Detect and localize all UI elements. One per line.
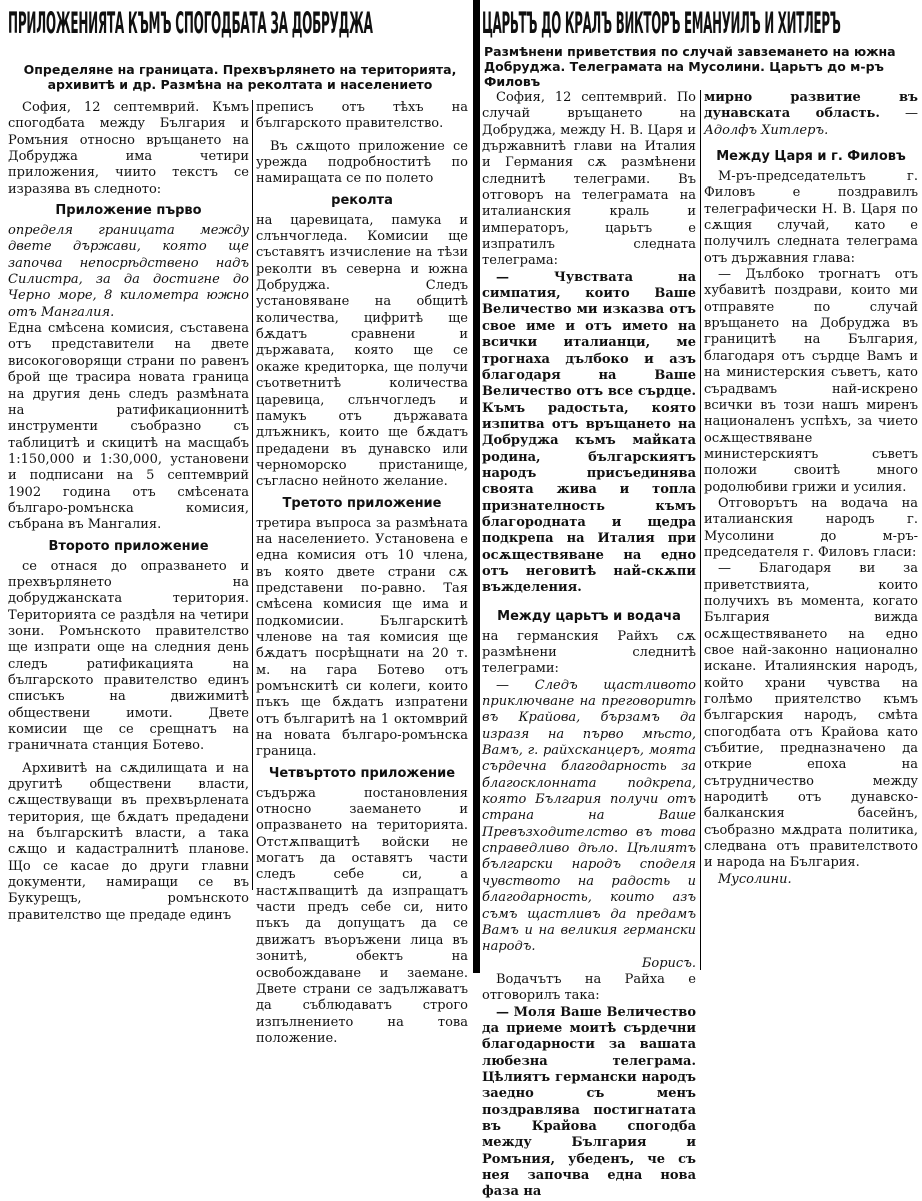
- left-subheadline: Определяне на границата. Прехвърлянето на територията, архивитѣ и др. Размѣна на реколтата и населението: [23, 62, 457, 92]
- left-column-1: [8, 100, 250, 923]
- heading-king-and-filov: Между Царя и г. Филовъ: [716, 149, 906, 165]
- first-annex-text: Една смѣсена комисия, съставена отъ представители на двете високоговорящи страни по равенъ брой ще трасира новата граница на другия день следъ размѣната на ратификационнитѣ инструменти съобразно съ таблицитѣ и скицитѣ на масщабъ 1:150,000 и 1:30,000, установени и подписани на 5 септемврий 1902 година отъ смѣсената българо-ромънска комисия, събрана въ Мангалия.: [8, 321, 249, 533]
- signature-boris: Борисъ.: [641, 955, 696, 971]
- king-telegram-to-italy: — Чувствата на симпатия, които Ваше Величество ми изказва отъ свое име и отъ името на всички италианци, ме трогнаха дълбоко и азъ благодаря на Ваше Величество отъ все сърдце. Къмъ радостьта, която изпитва отъ връщането на Добруджа къмъ майката родина, българскиятъ народъ присъединява своята жива и топла признателность къмъ благородната и щедра подкрепа на Италия при осѫществяване на едно отъ неговитѣ най-скѫпи въжделения.: [482, 269, 696, 596]
- mussolini-intro: Отговорътъ на водача на италианския народъ г. Мусолини до м-ръ-председателя г. Филовъ гласи:: [704, 495, 918, 560]
- right-column-4: [704, 90, 918, 973]
- clipping-separator: [473, 0, 480, 973]
- leader-message-end: [704, 90, 918, 139]
- leader-message-to-king: — Моля Ваше Величество да приеме моитѣ сърдечни благодарности за вашата любезна телеграма. Цѣлиятъ германски народъ заедно съ менъ поздравлява постигнатата въ Крайова спогодба между България и Ромъния, убеденъ, че съ нея започва една нова фаза на: [482, 1004, 696, 1200]
- leader-reply-intro: Водачътъ на Райха е отговорилъ така:: [482, 971, 696, 1004]
- mussolini-message: — Благодаря ви за приветствията, които получихъ въ момента, когато България вижда осѫществяването на едно свое най-законно национално искане. Италиянския народъ, който храни чувства на голѣмо приятелство къмъ българския народъ, смѣта спогодбата отъ Крайова като събитие, предназначено да открие епоха на сътрудничество между народитѣ отъ дунавско-балканския басейнъ, съобразно мѫдрата политика, следвана отъ правителството и народа на България.: [704, 561, 918, 871]
- heading-king-and-leader: Между царьтъ и водача: [497, 608, 681, 624]
- left-intro-paragraph: София, 12 септемврий. Къмъ спогодбата между България и Ромъния относно връщането на Добруджа има четири приложения, чиито текстъ се изразява въ следното:: [8, 100, 249, 197]
- left-article: [0, 0, 473, 1046]
- filov-intro: М-ръ-председательтъ г. Филовъ е поздравилъ телеграфически Н. В. Царя по сѫщия случай, като е получилъ следната телеграма отъ държавния глава:: [704, 169, 918, 266]
- right-column-3: [482, 90, 696, 1200]
- king-leader-intro: на германския Райхъ сѫ размѣнени следнитѣ телеграми:: [482, 628, 696, 677]
- signature-hitler: — Адолфъ Хитлеръ.: [704, 106, 918, 138]
- right-column-divider: [700, 90, 701, 970]
- first-annex-italic: определя границата между двете държави, която ще започва непосрѣдствено надъ Силистра, за да достигне до Черно море, 8 километра южно отъ Мангалия.: [8, 223, 249, 320]
- right-intro-paragraph: София, 12 септемврий. По случай връщането на Добруджа, между Н. В. Царя и държавнитѣ глави на Италия и Германия сѫ размѣнени следнитѣ телеграми. Въ отговоръ на телеграмата на италианския краль и императоръ, царьтъ е изпратилъ следната телеграма:: [482, 90, 696, 269]
- right-subheadline: Размѣнени приветствия по случай завземането на южна Добруджа. Телеграмата на Мусолини. Царьтъ до м-ръ Филовъ: [484, 44, 896, 89]
- heading-third-annex: Третото приложение: [282, 495, 442, 511]
- heading-fourth-annex: Четвъртото приложение: [268, 765, 456, 781]
- heading-first-annex: Приложение първо: [55, 203, 202, 219]
- king-message-to-leader: — Следъ щастливото приключване на преговоритѣ въ Крайова, бързамъ да изразя на първо мѣсто, Вамъ, г. райхсканцеръ, моята сърдечна благодарность за благосклонната подкрепа, която България получи отъ страна на Ваше Превъзходителство въ това справедливо дѣло. Цѣлиятъ български народъ споделя чувството на радость и благодарность, които азъ съмъ щастливъ да предамъ Вамъ и на великия германски народъ.: [482, 677, 696, 955]
- harvest-text: на царевицата, памука и слънчогледа. Комисии ще съставятъ изчисление на тѣзи реколти въ северна и южна Добруджа. Следъ установяване на общитѣ количества, цифритѣ ще бѫдатъ сравнени и държавата, която ще се окаже кредиторка, ще получи съответнитѣ количества царевица, слънчогледъ и памукъ отъ държавата длъжникъ, които ще бѫдатъ предадени въ дунавско или черноморско пристанище, съгласно нейното желание.: [256, 212, 468, 490]
- heading-harvest: реколта: [331, 192, 393, 208]
- second-annex-text: се отнася до опразването и прехвърлянето на добруджанската територия. Територията се раздѣля на четири зони. Ромънското правителство ще изпрати още на следния день следъ ратификацията на българското правителство единъ списъкъ на движимитѣ обществени имоти. Двете комисии ще се срещнатъ на граничната станция Ботево.: [8, 558, 250, 754]
- signature-mussolini: Мусолини.: [718, 871, 792, 887]
- left-column-divider: [252, 100, 253, 890]
- king-message-to-filov: — Дълбоко трогнатъ отъ хубавитѣ поздрави, които ми отправяте по случай връщането на Добруджа въ границитѣ на България, благодаря отъ сърдце Вамъ и на министерския съветъ, като сърадвамъ най-искрено всички въ този нашъ миренъ националенъ успѣхъ, за чието осѫществяване министерскиятъ съветъ положи своитѣ много родолюбиви грижи и усилия.: [704, 267, 918, 495]
- fourth-annex-text: съдържа постановления относно заемането и опразването на територията. Отстѫпващитѣ войски не могатъ да оставятъ части следъ себе си, а настѫпващитѣ да изпращатъ части предъ себе си, нито пъкъ да допущатъ да се движатъ въоръжени лица въ зонитѣ, обектъ на освобождаване и заемане. Двете страни се задължаватъ да съблюдаватъ строго изпълнението на това положение.: [256, 785, 468, 1046]
- left-column-2: [256, 100, 468, 1046]
- right-article: [480, 0, 922, 1200]
- third-annex-text: третира въпроса за размѣната на населението. Установена е една комисия отъ 10 члена, въ която двете страни сѫ представени по-равно. Тая смѣсена комисия ще има и подкомисии. Българскитѣ членове на тая комисия ще бѫдатъ посрѣщнати на 20 т. м. на гара Ботево отъ ромънскитѣ си колеги, които пъкъ ще бѫдатъ изпратени отъ българитѣ на 1 октомврий на новата българо-ромънска граница.: [256, 515, 468, 760]
- archives-continuation: преписъ отъ тѣхъ на българското правителство.: [256, 100, 468, 132]
- same-annex-paragraph: Въ сѫщото приложение се урежда подробноститѣ по намиращата се по полето: [256, 138, 468, 187]
- left-headline: ПРИЛОЖЕНИЯТА КЪМЪ СПОГОДБАТА ЗА ДОБРУДЖА: [8, 6, 373, 40]
- right-headline: ЦАРЬТЪ ДО КРАЛЪ ВИКТОРЪ ЕМАНУИЛЪ И ХИТЛЕРЪ: [482, 6, 841, 40]
- leader-message-continuation: мирно развитие въ дунавската область.: [704, 90, 918, 122]
- archives-paragraph: Архивитѣ на сѫдилищата и на другитѣ обществени власти, сѫществуващи въ прехвърлената територия, ще бѫдатъ предадени на българскитѣ власти, а така сѫщо и кадастралнитѣ планове. Що се касае до други главни документи, намиращи се въ Букурещъ, ромънското правителство ще предаде единъ: [8, 760, 249, 923]
- heading-second-annex: Второто приложение: [48, 538, 209, 554]
